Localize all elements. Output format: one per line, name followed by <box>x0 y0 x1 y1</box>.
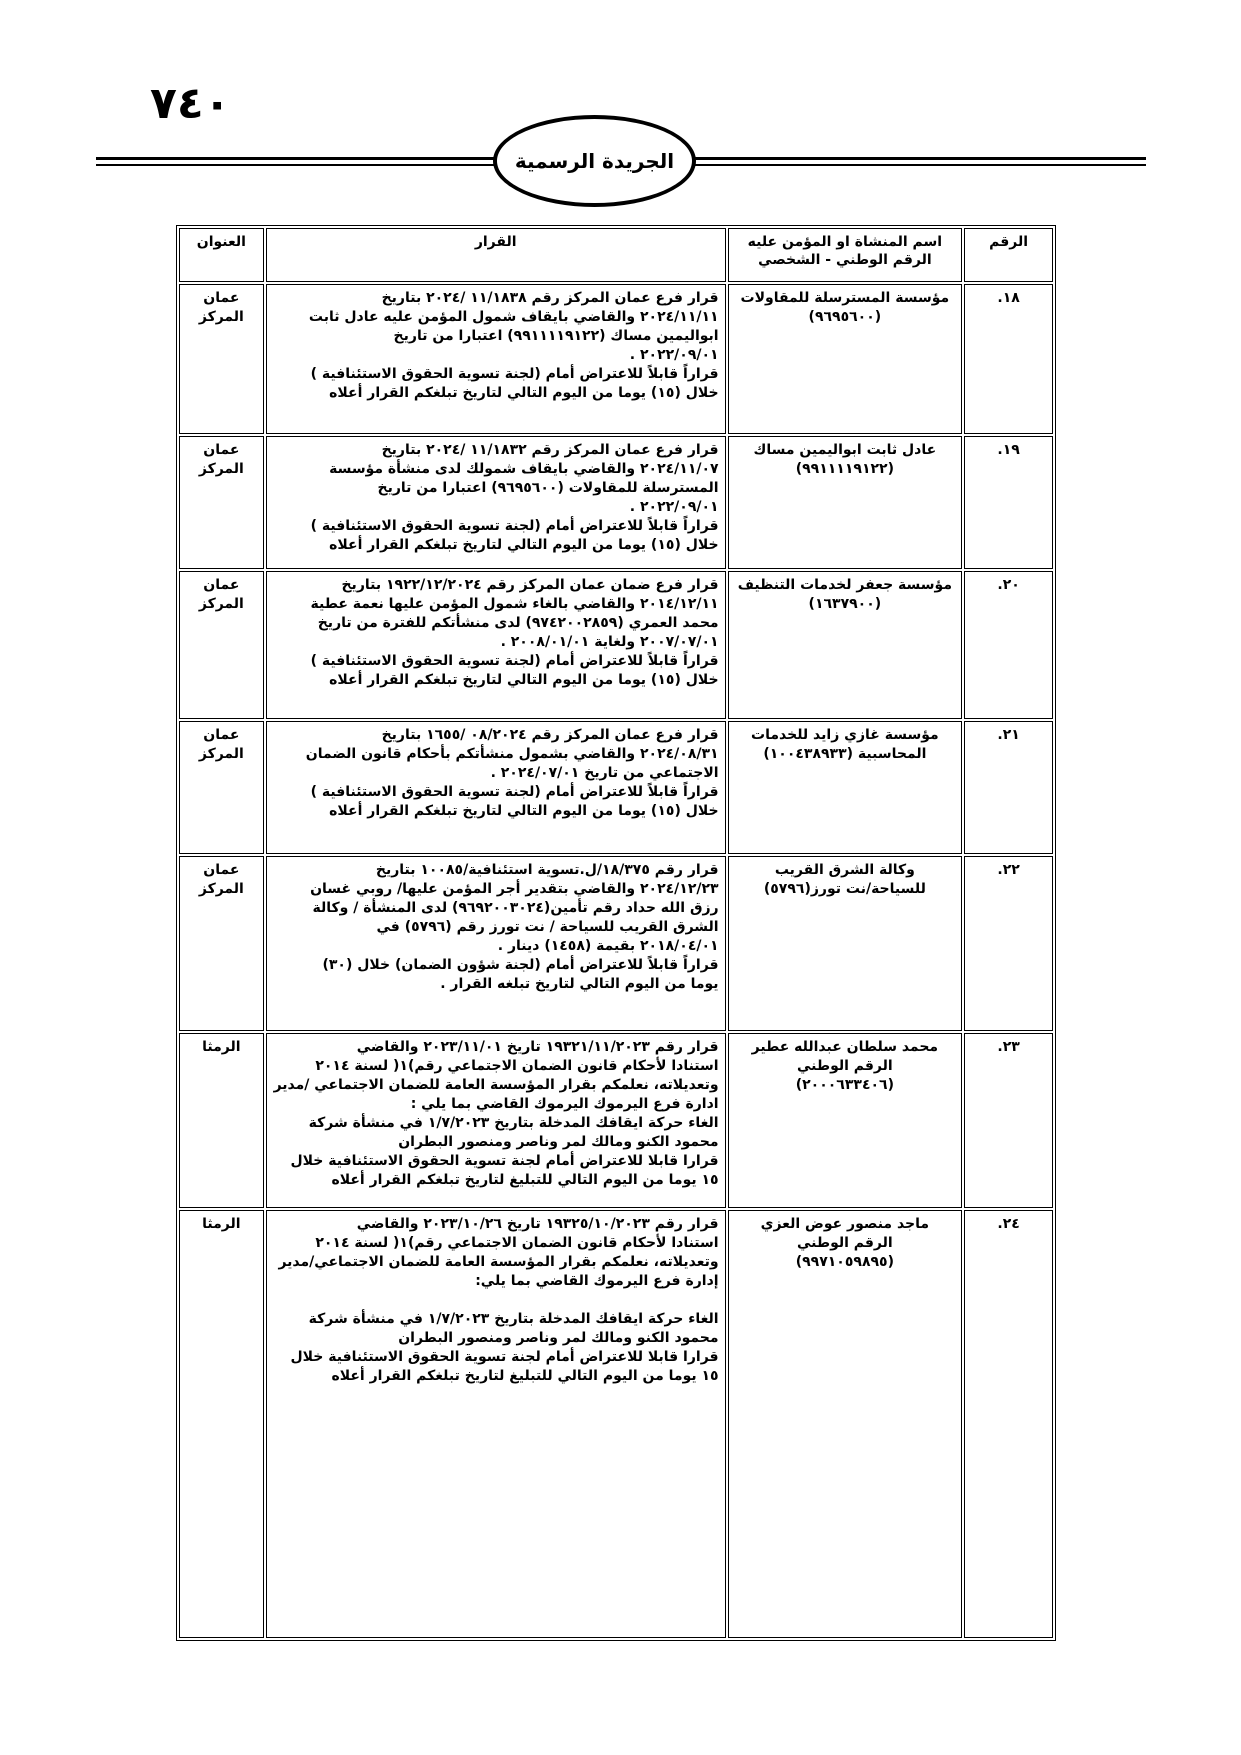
row-address <box>179 856 264 1031</box>
name-line: (٩٩١١١١٩١٢٢) <box>795 461 894 477</box>
address-line: المركز <box>198 596 244 612</box>
decision-line: خلال (١٥) يوما من اليوم التالي لتاريخ تبلغكم القرار أعلاه <box>329 803 719 819</box>
decision-line: ٢٠٢٤/١١/٠٧ والقاضي بايقاف شمولك لدى منشأة مؤسسة <box>329 461 719 477</box>
address-line: المركز <box>198 881 244 897</box>
table-row <box>179 721 1053 854</box>
row-name <box>728 856 963 1031</box>
row-number: ١٩. <box>964 436 1053 569</box>
decision-line: ٢٠٢٤/١١/١١ والقاضي بايقاف شمول المؤمن عليه عادل ثابت <box>308 309 719 325</box>
row-name <box>728 1210 963 1638</box>
decision-line: ٢٠٢٤/١٢/٢٣ والقاضي بتقدير أجر المؤمن عليها/ روبي غسان <box>310 881 719 897</box>
row-number: ٢٢. <box>964 856 1053 1031</box>
header-decision: القرار <box>266 228 726 282</box>
row-decision <box>266 1210 726 1638</box>
decision-line: ٢٠١٤/١٢/١١ والقاضي بالغاء شمول المؤمن عليها نعمة عطية <box>310 596 719 612</box>
address-line: عمان <box>203 862 240 878</box>
decision-line: إدارة فرع اليرموك القاضي بما يلي: <box>475 1273 719 1289</box>
row-decision <box>266 571 726 719</box>
decision-line: الاجتماعي من تاريخ ٢٠٢٤/٠٧/٠١ . <box>490 765 719 781</box>
address-line: المركز <box>198 461 244 477</box>
name-line: ماجد منصور عوض العزي <box>760 1216 930 1232</box>
decision-line: خلال (١٥) يوما من اليوم التالي لتاريخ تبلغكم القرار أعلاه <box>329 537 719 553</box>
decision-line: الغاء حركة ايقافك المدخلة بتاريخ ١/٧/٢٠٢٣ في منشأة شركة <box>308 1115 719 1131</box>
row-name <box>728 1033 963 1208</box>
row-address <box>179 571 264 719</box>
decision-line: ابواليمين مساك (٩٩١١١١٩١٢٢) اعتبارا من تاريخ <box>393 328 719 344</box>
row-decision <box>266 284 726 434</box>
address-line: عمان <box>203 290 240 306</box>
row-number: ٢٤. <box>964 1210 1053 1638</box>
decision-line: قرار رقم ١٩٣٢١/١١/٢٠٢٣ تاريخ ٢٠٢٣/١١/٠١ والقاضي <box>356 1039 719 1055</box>
decision-line: خلال (١٥) يوما من اليوم التالي لتاريخ تبلغكم القرار أعلاه <box>329 672 719 688</box>
row-address <box>179 436 264 569</box>
name-line: (٢٠٠٠٦٣٣٤٠٦) <box>795 1077 894 1093</box>
header-number: الرقم <box>964 228 1053 282</box>
decision-line: ٢٠٠٧/٠٧/٠١ ولغاية ٢٠٠٨/٠١/٠١ . <box>500 634 719 650</box>
row-name <box>728 721 963 854</box>
table-row <box>179 436 1053 569</box>
row-number: ١٨. <box>964 284 1053 434</box>
name-line: مؤسسة جعفر لخدمات التنظيف <box>737 577 952 593</box>
decision-line: قرار فرع ضمان عمان المركز رقم ١٩٢٢/١٢/٢٠٢٤ بتاريخ <box>341 577 719 593</box>
table-header-row <box>179 228 1053 282</box>
decision-line: ١٥ يوما من اليوم التالي للتبليغ لتاريخ تبلغكم القرار أعلاه <box>331 1368 719 1384</box>
row-decision <box>266 721 726 854</box>
decision-line: محمود الكنو ومالك لمر وناصر ومنصور البطران <box>398 1330 719 1346</box>
decision-line: محمود الكنو ومالك لمر وناصر ومنصور البطران <box>398 1134 719 1150</box>
masthead-title: الجريدة الرسمية <box>493 115 696 207</box>
address-line: عمان <box>203 577 240 593</box>
row-number: ٢١. <box>964 721 1053 854</box>
name-line: (٩٩٧١٠٥٩٨٩٥) <box>795 1254 894 1270</box>
row-name <box>728 571 963 719</box>
table-row <box>179 1033 1053 1208</box>
row-address <box>179 721 264 854</box>
row-name <box>728 436 963 569</box>
name-line: مؤسسة المسترسلة للمقاولات <box>740 290 950 306</box>
decision-line: قراراً قابلاً للاعتراض أمام (لجنة شؤون الضمان) خلال (٣٠) <box>322 957 719 973</box>
decision-line: محمد العمري (٩٧٤٢٠٠٢٨٥٩) لدى منشأتكم للفترة من تاريخ <box>317 615 719 631</box>
name-line: المحاسبية (١٠٠٤٣٨٩٣٣) <box>763 746 927 762</box>
decision-line: قراراً قابلاً للاعتراض أمام (لجنة تسوية الحقوق الاستئنافية ) <box>310 518 719 534</box>
decisions-table <box>176 225 1056 1641</box>
name-line: الرقم الوطني <box>797 1058 893 1074</box>
decision-line: قرار فرع عمان المركز رقم ٠٨/٢٠٢٤ /١٦٥٥ بتاريخ <box>381 727 719 743</box>
name-line: الرقم الوطني <box>797 1235 893 1251</box>
decision-line: ٢٠٢٢/٠٩/٠١ . <box>629 499 719 515</box>
header-address: العنوان <box>179 228 264 282</box>
decision-line: قرارا قابلا للاعتراض أمام لجنة تسوية الحقوق الاستئنافية خلال <box>290 1349 719 1365</box>
address-line: الرمثا <box>202 1216 241 1232</box>
address-line: المركز <box>198 309 244 325</box>
decision-line: ٢٠٢٤/٠٨/٣١ والقاضي بشمول منشأتكم بأحكام قانون الضمان <box>305 746 719 762</box>
decision-line: قرار فرع عمان المركز رقم ١١/١٨٣٢ /٢٠٢٤ بتاريخ <box>381 442 719 458</box>
row-decision <box>266 1033 726 1208</box>
decision-line: قرار فرع عمان المركز رقم ١١/١٨٣٨ /٢٠٢٤ بتاريخ <box>381 290 719 306</box>
decision-line: استنادا لأحكام قانون الضمان الاجتماعي رقم)١( لسنة ٢٠١٤ <box>315 1235 719 1251</box>
decision-line: الشرق القريب للسياحة / نت تورز رقم (٥٧٩٦) في <box>376 919 719 935</box>
name-line: للسياحة/نت تورز(٥٧٩٦) <box>763 881 926 897</box>
row-address <box>179 1033 264 1208</box>
decision-line: خلال (١٥) يوما من اليوم التالي لتاريخ تبلغكم القرار أعلاه <box>329 385 719 401</box>
address-line: عمان <box>203 442 240 458</box>
name-line: (١٦٣٧٩٠٠) <box>808 596 882 612</box>
address-line: المركز <box>198 746 244 762</box>
address-line: عمان <box>203 727 240 743</box>
row-address <box>179 284 264 434</box>
header-name: اسم المنشاة او المؤمن عليه الرقم الوطني - الشخصي <box>728 228 963 282</box>
name-line: محمد سلطان عبدالله عطير <box>751 1039 939 1055</box>
address-line: الرمثا <box>202 1039 241 1055</box>
row-number: ٢٠. <box>964 571 1053 719</box>
row-name <box>728 284 963 434</box>
decision-line: قراراً قابلاً للاعتراض أمام (لجنة تسوية الحقوق الاستئنافية ) <box>310 653 719 669</box>
table-row <box>179 856 1053 1031</box>
decision-line: ٢٠٢٢/٠٩/٠١ . <box>629 347 719 363</box>
decision-line: قراراً قابلاً للاعتراض أمام (لجنة تسوية الحقوق الاستئنافية ) <box>310 784 719 800</box>
decision-line: وتعديلاته، نعلمكم بقرار المؤسسة العامة للضمان الاجتماعي /مدير <box>273 1077 719 1093</box>
table-body <box>179 284 1053 1638</box>
row-decision <box>266 856 726 1031</box>
decision-line: قرار رقم ١٩٣٢٥/١٠/٢٠٢٣ تاريخ ٢٠٢٣/١٠/٢٦ والقاضي <box>356 1216 719 1232</box>
decision-line: ادارة فرع اليرموك اليرموك القاضي بما يلي : <box>410 1096 719 1112</box>
decision-line: قرارا قابلا للاعتراض أمام لجنة تسوية الحقوق الاستئنافية خلال <box>290 1153 719 1169</box>
table-row <box>179 571 1053 719</box>
decision-line: ٢٠١٨/٠٤/٠١ بقيمة (١٤٥٨) دينار . <box>497 938 719 954</box>
decision-line: ١٥ يوما من اليوم التالي للتبليغ لتاريخ تبلغكم القرار أعلاه <box>331 1172 719 1188</box>
decision-line: المسترسلة للمقاولات (٩٦٩٥٦٠٠) اعتبارا من تاريخ <box>377 480 719 496</box>
decision-line: يوما من اليوم التالي لتاريخ تبلغه القرار . <box>440 976 719 992</box>
name-line: (٩٦٩٥٦٠٠) <box>808 309 882 325</box>
decision-line: وتعديلاته، نعلمكم بقرار المؤسسة العامة للضمان الاجتماعي/مدير <box>278 1254 719 1270</box>
table-row <box>179 284 1053 434</box>
name-line: عادل ثابت ابواليمين مساك <box>753 442 937 458</box>
table-row <box>179 1210 1053 1638</box>
decision-line: قرار رقم ١٨/٣٧٥/ل.تسوية استئنافية/١٠٠٨٥ بتاريخ <box>375 862 719 878</box>
name-line: وكالة الشرق القريب <box>774 862 915 878</box>
decision-line: الغاء حركة ايقافك المدخلة بتاريخ ١/٧/٢٠٢٣ في منشأة شركة <box>308 1311 719 1327</box>
row-address <box>179 1210 264 1638</box>
decision-line: استنادا لأحكام قانون الضمان الاجتماعي رقم)١( لسنة ٢٠١٤ <box>315 1058 719 1074</box>
row-decision <box>266 436 726 569</box>
decision-line: رزق الله حداد رقم تأمين(٩٦٩٢٠٠٣٠٢٤) لدى المنشأة / وكالة <box>312 900 719 916</box>
page-number: ٧٤٠ <box>150 78 231 129</box>
decision-line <box>273 1291 719 1310</box>
row-number: ٢٣. <box>964 1033 1053 1208</box>
decision-line: قراراً قابلاً للاعتراض أمام (لجنة تسوية الحقوق الاستئنافية ) <box>310 366 719 382</box>
name-line: مؤسسة غازي زايد للخدمات <box>751 727 939 743</box>
